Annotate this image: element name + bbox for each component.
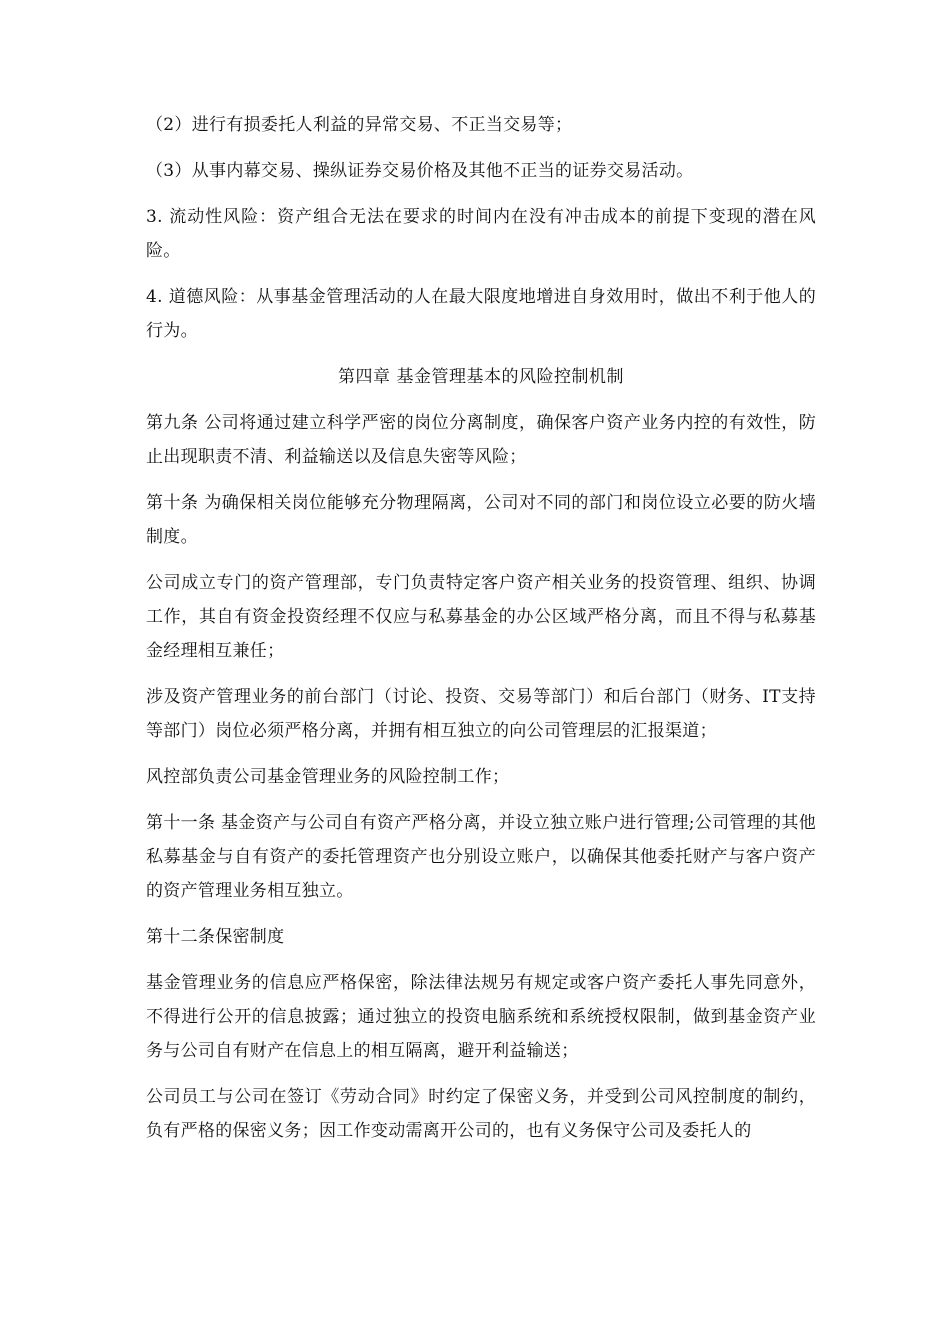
paragraph-employee-confidentiality: 公司员工与公司在签订《劳动合同》时约定了保密义务，并受到公司风控制度的制约，负有严格的保密义务；因工作变动需离开公司的，也有义务保守公司及委托人的 <box>146 1087 816 1141</box>
paragraph-moral-risk: 4. 道德风险：从事基金管理活动的人在最大限度地增进自身效用时，做出不利于他人的行为。 <box>146 287 816 341</box>
paragraph-article-9: 第九条 公司将通过建立科学严密的岗位分离制度，确保客户资产业务内控的有效性，防止出现职责不清、利益输送以及信息失密等风险； <box>146 413 816 467</box>
paragraph-item-2: （2）进行有损委托人利益的异常交易、不正当交易等； <box>146 115 573 135</box>
paragraph-item-3: （3）从事内幕交易、操纵证券交易价格及其他不正当的证券交易活动。 <box>146 161 694 181</box>
paragraph-risk-control-dept: 风控部负责公司基金管理业务的风险控制工作； <box>146 767 510 787</box>
paragraph-asset-management-dept: 公司成立专门的资产管理部，专门负责特定客户资产相关业务的投资管理、组织、协调工作，其自有资金投资经理不仅应与私募基金的办公区域严格分离，而且不得与私募基金经理相互兼任； <box>146 573 816 661</box>
chapter-heading: 第四章 基金管理基本的风险控制机制 <box>338 367 624 387</box>
paragraph-confidentiality: 基金管理业务的信息应严格保密，除法律法规另有规定或客户资产委托人事先同意外，不得进行公开的信息披露；通过独立的投资电脑系统和系统授权限制，做到基金资产业务与公司自有财产在信息上的相互隔离，避开利益输送； <box>146 973 816 1061</box>
paragraph-article-10: 第十条 为确保相关岗位能够充分物理隔离，公司对不同的部门和岗位设立必要的防火墙制度。 <box>146 493 816 547</box>
paragraph-article-11: 第十一条 基金资产与公司自有资产严格分离，并设立独立账户进行管理;公司管理的其他私募基金与自有资产的委托管理资产也分别设立账户，以确保其他委托财产与客户资产的资产管理业务相互独立。 <box>146 813 816 901</box>
paragraph-liquidity-risk: 3. 流动性风险：资产组合无法在要求的时间内在没有冲击成本的前提下变现的潜在风险。 <box>146 207 816 261</box>
paragraph-front-back-office: 涉及资产管理业务的前台部门（讨论、投资、交易等部门）和后台部门（财务、IT支持等部门）岗位必须严格分离，并拥有相互独立的向公司管理层的汇报渠道； <box>146 687 816 741</box>
paragraph-article-12-heading: 第十二条保密制度 <box>146 927 285 947</box>
document-body <box>146 108 816 1160</box>
